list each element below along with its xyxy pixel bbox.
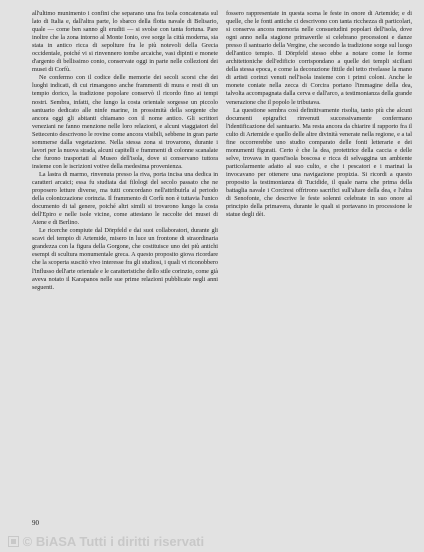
page-number: 90 [32,519,39,527]
copyright-watermark [8,534,418,550]
left-text-column [32,10,218,292]
paragraph: all'ultimo munimento i confini che separano una fra isola concatenata sul lato di Italia e, dall'altra parte, lo sbarco della flotta navale di Belisario, quale — come ben sanno gli eruditi — si svolse con tanta fortuna. Pare inoltre che la zona intorno al Monte Ionio, ove sorge la città moderna, sia stata in antico ricca di sepolture fra le più notevoli della Grecia occidentale, poiché vi si rinvennero tombe arcaiche, vasi dipinti e monete d'argento di bellissimo conio, conservate oggi in parte nelle collezioni dei musei di Corfù. [32,10,218,74]
watermark-text: © BiASA Tutti i diritti riservati [22,534,205,549]
right-text-column [226,10,412,219]
paragraph: La questione sembra così definitivamente risolta, tanto più che alcuni documenti epigrafici rinvenuti successivamente confermano l'identificazione del santuario. Ma resta ancora da chiarire il rapporto fra il culto di Artemide e quello delle altre divinità venerate nella regione, e a tal fine occorrerebbe uno studio comparato delle fonti letterarie e dei monumenti figurati. Certo è che la dea, protettrice della caccia e delle selve, trovava in quest'isola boscosa e ricca di selvaggina un ambiente particolarmente adatto al suo culto, e che i pescatori e i marinai la invocavano per ottenere una navigazione propizia. Si ricordi a questo proposito la testimonianza di Tucidide, il quale narra che prima della battaglia navale i Corciresi offrirono sacrifici sull'altare della dea, e l'altra di Senofonte, che descrive le feste solenni celebrate in suo onore al principio della primavera, durante le quali si portavano in processione le statue degli dèi. [226,106,412,219]
paragraph: La lastra di marmo, rinvenuta presso la riva, porta incisa una dedica in caratteri arcaici; essa fu studiata dai filologi del secolo passato che ne proposero letture diverse, ma tutti concordano nell'attribuirla al periodo della colonizzazione corinzia. Il frammento di Corfù non è tuttavia l'unico documento di tal genere, poiché altri simili si trovarono lungo la costa dell'Epiro e nelle isole vicine, come attestano le raccolte dei musei di Atene e di Berlino. [32,170,218,227]
paragraph: Ne confermo con il codice delle memorie dei secoli scorsi che dei luoghi indicati, di cui rimangono anche frammenti di mura e resti di un tempio dorico, la tradizione popolare conservò il ricordo fino ai tempi nostri. Sembra, infatti, che lungo la costa orientale sorgesse un piccolo santuario dedicato alle ninfe marine, in prossimità della sorgente che ancora oggi gli abitanti chiamano con il nome antico. Gli scrittori veneziani ne fanno menzione nelle loro relazioni, e alcuni viaggiatori del Settecento descrivono le rovine come ancora visibili, sebbene in gran parte sommerse dalla vegetazione. Nella stessa zona si trovarono, durante i lavori per la nuova strada, alcuni capitelli e frammenti di colonne scanalate che furono trasportati al Museo dell'isola, dove si conservano tuttora insieme con le iscrizioni votive della medesima provenienza. [32,74,218,170]
library-logo-icon [8,536,19,547]
paragraph: fossero rappresentate in questa scena le feste in onore di Artemide; e di quelle, che le fonti antiche ci descrivono con tanta ricchezza di particolari, si conserva ancora memoria nelle consuetudini popolari dell'isola, dove ogni anno nella stagione primaverile si celebrano processioni e danze presso il santuario della Vergine, che secondo la tradizione sorge sul luogo dell'antico tempio. Il Dörpfeld stesso ebbe a notare come le forme architettoniche dell'edificio corrispondano a quelle dei templi siciliani della stessa epoca, e come la decorazione fittile del tetto rivelasse la mano di artisti corinzi venuti nell'isola insieme con i primi coloni. Anche le monete coniate nella zecca di Corcira portano l'immagine della dea, talvolta accompagnata dalla cerva e dall'arco, a testimonianza della grande venerazione che il popolo le tributava. [226,10,412,106]
paragraph: Le ricerche compiute dal Dörpfeld e dai suoi collaboratori, durante gli scavi del tempio di Artemide, misero in luce un frontone di straordinaria grandezza con la figura della Gorgone, che costituisce uno dei più antichi esempi di scultura monumentale greca. A questo proposito giova ricordare che la scoperta suscitò vivo interesse fra gli studiosi, i quali vi riconobbero l'influsso dell'arte orientale e le caratteristiche dello stile corinzio, come già aveva notato il Karapanos nelle sue prime relazioni pubblicate negli anni seguenti. [32,227,218,291]
